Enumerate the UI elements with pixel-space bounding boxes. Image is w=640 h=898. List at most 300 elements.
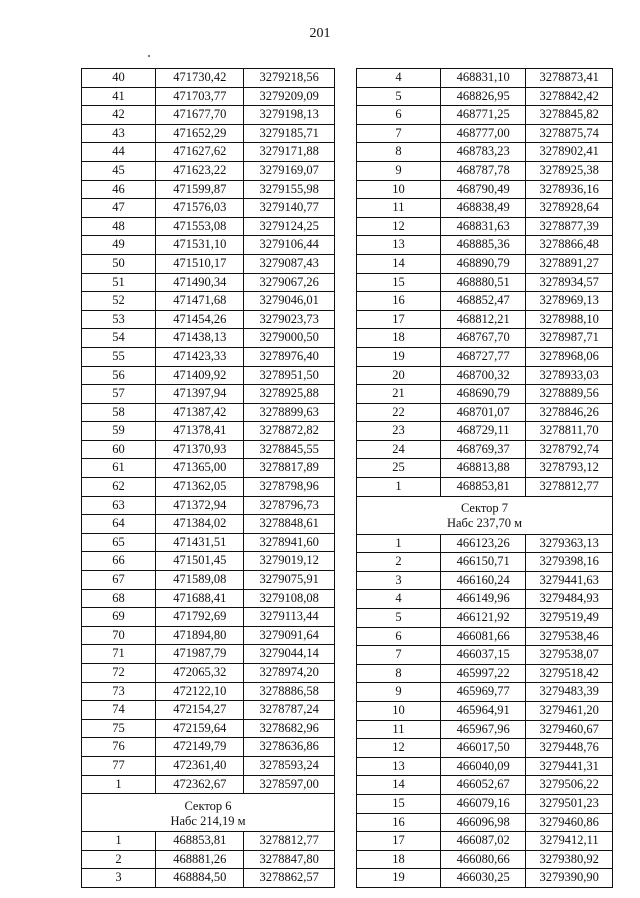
point-number: 57	[82, 385, 156, 404]
point-number: 23	[357, 422, 441, 441]
y-coordinate: 3279390,90	[526, 869, 613, 888]
point-number: 11	[357, 720, 441, 739]
table-row	[82, 589, 335, 608]
section-height: Набс 214,19 м	[170, 813, 246, 828]
table-row	[82, 515, 335, 534]
y-coordinate: 3279506,22	[526, 776, 613, 795]
table-row	[82, 87, 335, 106]
point-number: 8	[357, 143, 441, 162]
y-coordinate: 3278845,82	[526, 106, 613, 125]
x-coordinate: 471703,77	[156, 87, 244, 106]
point-number: 43	[82, 124, 156, 143]
table-row	[82, 626, 335, 645]
table-row	[357, 254, 613, 273]
table-row	[82, 645, 335, 664]
y-coordinate: 3278842,42	[526, 87, 613, 106]
y-coordinate: 3278845,55	[244, 440, 335, 459]
table-row	[357, 366, 613, 385]
table-row	[357, 683, 613, 702]
point-number: 50	[82, 254, 156, 273]
x-coordinate: 466080,66	[440, 850, 526, 869]
section-header	[357, 496, 613, 534]
point-number: 7	[357, 124, 441, 143]
table-row	[82, 403, 335, 422]
table-row	[357, 143, 613, 162]
y-coordinate: 3278925,38	[526, 161, 613, 180]
x-coordinate: 471423,33	[156, 347, 244, 366]
x-coordinate: 471384,02	[156, 515, 244, 534]
point-number: 8	[357, 664, 441, 683]
table-row	[82, 161, 335, 180]
point-number: 77	[82, 756, 156, 775]
point-number: 17	[357, 310, 441, 329]
table-row	[82, 329, 335, 348]
point-number: 1	[357, 478, 441, 497]
point-number: 19	[357, 347, 441, 366]
x-coordinate: 465967,96	[440, 720, 526, 739]
x-coordinate: 471438,13	[156, 329, 244, 348]
x-coordinate: 471627,62	[156, 143, 244, 162]
point-number: 64	[82, 515, 156, 534]
x-coordinate: 466149,96	[440, 590, 526, 609]
point-number: 53	[82, 310, 156, 329]
section-title: Сектор 6	[184, 798, 232, 813]
y-coordinate: 3279169,07	[244, 161, 335, 180]
x-coordinate: 466040,09	[440, 757, 526, 776]
table-row	[357, 720, 613, 739]
y-coordinate: 3279171,88	[244, 143, 335, 162]
x-coordinate: 466087,02	[440, 832, 526, 851]
table-row	[82, 236, 335, 255]
y-coordinate: 3278866,48	[526, 236, 613, 255]
y-coordinate: 3279538,46	[526, 627, 613, 646]
y-coordinate: 3279124,25	[244, 217, 335, 236]
point-number: 14	[357, 776, 441, 795]
table-row	[82, 366, 335, 385]
x-coordinate: 471677,70	[156, 106, 244, 125]
y-coordinate: 3278987,71	[526, 329, 613, 348]
point-number: 58	[82, 403, 156, 422]
point-number: 13	[357, 236, 441, 255]
x-coordinate: 466160,24	[440, 571, 526, 590]
x-coordinate: 468727,77	[440, 347, 526, 366]
x-coordinate: 466017,50	[440, 739, 526, 758]
y-coordinate: 3279218,56	[244, 69, 335, 88]
x-coordinate: 468885,36	[440, 236, 526, 255]
y-coordinate: 3278812,77	[244, 832, 335, 851]
table-row	[357, 347, 613, 366]
y-coordinate: 3279441,63	[526, 571, 613, 590]
x-coordinate: 468777,00	[440, 124, 526, 143]
point-number: 63	[82, 496, 156, 515]
x-coordinate: 468884,50	[156, 869, 244, 888]
table-row	[82, 552, 335, 571]
table-row	[357, 217, 613, 236]
y-coordinate: 3278934,57	[526, 273, 613, 292]
table-row	[82, 533, 335, 552]
point-number: 20	[357, 366, 441, 385]
y-coordinate: 3278873,41	[526, 69, 613, 88]
y-coordinate: 3278968,06	[526, 347, 613, 366]
point-number: 52	[82, 292, 156, 311]
table-row	[82, 719, 335, 738]
y-coordinate: 3279091,64	[244, 626, 335, 645]
y-coordinate: 3278872,82	[244, 422, 335, 441]
y-coordinate: 3278969,13	[526, 292, 613, 311]
y-coordinate: 3278798,96	[244, 478, 335, 497]
point-number: 14	[357, 254, 441, 273]
y-coordinate: 3278899,63	[244, 403, 335, 422]
point-number: 21	[357, 385, 441, 404]
x-coordinate: 468769,37	[440, 440, 526, 459]
x-coordinate: 471370,93	[156, 440, 244, 459]
point-number: 72	[82, 664, 156, 683]
table-row	[82, 292, 335, 311]
y-coordinate: 3278889,56	[526, 385, 613, 404]
y-coordinate: 3279075,91	[244, 571, 335, 590]
table-row	[357, 106, 613, 125]
x-coordinate: 471987,79	[156, 645, 244, 664]
y-coordinate: 3278593,24	[244, 756, 335, 775]
y-coordinate: 3278862,57	[244, 869, 335, 888]
y-coordinate: 3278682,96	[244, 719, 335, 738]
x-coordinate: 468700,32	[440, 366, 526, 385]
table-row	[357, 739, 613, 758]
x-coordinate: 471730,42	[156, 69, 244, 88]
x-coordinate: 465969,77	[440, 683, 526, 702]
y-coordinate: 3278793,12	[526, 459, 613, 478]
point-number: 5	[357, 87, 441, 106]
x-coordinate: 466096,98	[440, 813, 526, 832]
table-row	[357, 69, 613, 88]
x-coordinate: 468852,47	[440, 292, 526, 311]
point-number: 62	[82, 478, 156, 497]
y-coordinate: 3279460,86	[526, 813, 613, 832]
x-coordinate: 471454,26	[156, 310, 244, 329]
table-row	[82, 608, 335, 627]
x-coordinate: 472159,64	[156, 719, 244, 738]
point-number: 13	[357, 757, 441, 776]
y-coordinate: 3278941,60	[244, 533, 335, 552]
table-row	[82, 850, 335, 869]
section-height: Набс 237,70 м	[446, 516, 523, 531]
x-coordinate: 471623,22	[156, 161, 244, 180]
point-number: 3	[357, 571, 441, 590]
point-number: 66	[82, 552, 156, 571]
section-header-row	[357, 496, 613, 534]
table-row	[82, 738, 335, 757]
table-row	[82, 69, 335, 88]
y-coordinate: 3278811,70	[526, 422, 613, 441]
point-number: 75	[82, 719, 156, 738]
x-coordinate: 471378,41	[156, 422, 244, 441]
table-row	[82, 310, 335, 329]
table-row	[357, 850, 613, 869]
x-coordinate: 471365,00	[156, 459, 244, 478]
table-row	[357, 310, 613, 329]
table-row	[82, 756, 335, 775]
table-row	[82, 422, 335, 441]
x-coordinate: 468729,11	[440, 422, 526, 441]
x-coordinate: 465997,22	[440, 664, 526, 683]
x-coordinate: 471409,92	[156, 366, 244, 385]
point-number: 1	[82, 775, 156, 794]
point-number: 1	[357, 534, 441, 553]
y-coordinate: 3279448,76	[526, 739, 613, 758]
point-number: 4	[357, 69, 441, 88]
table-row	[357, 459, 613, 478]
point-number: 22	[357, 403, 441, 422]
point-number: 15	[357, 794, 441, 813]
table-row	[82, 385, 335, 404]
y-coordinate: 3278875,74	[526, 124, 613, 143]
y-coordinate: 3279067,26	[244, 273, 335, 292]
point-number: 44	[82, 143, 156, 162]
table-row	[357, 646, 613, 665]
y-coordinate: 3278848,61	[244, 515, 335, 534]
table-row	[357, 329, 613, 348]
y-coordinate: 3278886,58	[244, 682, 335, 701]
point-number: 10	[357, 702, 441, 721]
y-coordinate: 3278891,27	[526, 254, 613, 273]
x-coordinate: 465964,91	[440, 702, 526, 721]
table-row	[357, 702, 613, 721]
point-number: 42	[82, 106, 156, 125]
point-number: 2	[82, 850, 156, 869]
y-coordinate: 3278928,64	[526, 199, 613, 218]
table-row	[82, 254, 335, 273]
y-coordinate: 3278636,86	[244, 738, 335, 757]
table-row	[357, 403, 613, 422]
x-coordinate: 471599,87	[156, 180, 244, 199]
x-coordinate: 471510,17	[156, 254, 244, 273]
point-number: 69	[82, 608, 156, 627]
x-coordinate: 471652,29	[156, 124, 244, 143]
table-row	[357, 794, 613, 813]
x-coordinate: 472149,79	[156, 738, 244, 757]
x-coordinate: 468853,81	[440, 478, 526, 497]
x-coordinate: 466081,66	[440, 627, 526, 646]
x-coordinate: 472122,10	[156, 682, 244, 701]
y-coordinate: 3279023,73	[244, 310, 335, 329]
table-row	[82, 496, 335, 515]
point-number: 9	[357, 161, 441, 180]
x-coordinate: 468767,70	[440, 329, 526, 348]
x-coordinate: 468787,78	[440, 161, 526, 180]
x-coordinate: 468890,79	[440, 254, 526, 273]
x-coordinate: 468880,51	[440, 273, 526, 292]
point-number: 41	[82, 87, 156, 106]
table-row	[82, 106, 335, 125]
table-row	[357, 776, 613, 795]
point-number: 19	[357, 869, 441, 888]
point-number: 55	[82, 347, 156, 366]
point-number: 46	[82, 180, 156, 199]
table-row	[357, 87, 613, 106]
table-row	[357, 553, 613, 572]
y-coordinate: 3278846,26	[526, 403, 613, 422]
y-coordinate: 3279140,77	[244, 199, 335, 218]
point-number: 3	[82, 869, 156, 888]
x-coordinate: 468813,88	[440, 459, 526, 478]
x-coordinate: 466037,15	[440, 646, 526, 665]
table-row	[82, 869, 335, 888]
point-number: 54	[82, 329, 156, 348]
x-coordinate: 472065,32	[156, 664, 244, 683]
table-row	[82, 664, 335, 683]
y-coordinate: 3278974,20	[244, 664, 335, 683]
scan-mark	[148, 55, 150, 57]
x-coordinate: 468771,25	[440, 106, 526, 125]
table-row	[82, 440, 335, 459]
point-number: 40	[82, 69, 156, 88]
y-coordinate: 3278787,24	[244, 701, 335, 720]
point-number: 45	[82, 161, 156, 180]
table-row	[357, 534, 613, 553]
y-coordinate: 3278817,89	[244, 459, 335, 478]
y-coordinate: 3278792,74	[526, 440, 613, 459]
table-row	[357, 199, 613, 218]
point-number: 1	[82, 832, 156, 851]
x-coordinate: 468826,95	[440, 87, 526, 106]
table-row	[357, 236, 613, 255]
y-coordinate: 3279046,01	[244, 292, 335, 311]
section-title: Сектор 7	[460, 501, 509, 516]
x-coordinate: 466123,26	[440, 534, 526, 553]
table-row	[357, 422, 613, 441]
table-row	[82, 180, 335, 199]
point-number: 48	[82, 217, 156, 236]
point-number: 56	[82, 366, 156, 385]
x-coordinate: 471471,68	[156, 292, 244, 311]
table-row	[357, 869, 613, 888]
x-coordinate: 468701,07	[440, 403, 526, 422]
point-number: 16	[357, 813, 441, 832]
y-coordinate: 3279484,93	[526, 590, 613, 609]
x-coordinate: 468790,49	[440, 180, 526, 199]
table-row	[357, 385, 613, 404]
section-header	[82, 794, 335, 832]
x-coordinate: 466150,71	[440, 553, 526, 572]
point-number: 5	[357, 609, 441, 628]
x-coordinate: 466030,25	[440, 869, 526, 888]
y-coordinate: 3279000,50	[244, 329, 335, 348]
x-coordinate: 466121,92	[440, 609, 526, 628]
x-coordinate: 471372,94	[156, 496, 244, 515]
y-coordinate: 3279087,43	[244, 254, 335, 273]
y-coordinate: 3279398,16	[526, 553, 613, 572]
section-header-row	[82, 794, 335, 832]
point-number: 73	[82, 682, 156, 701]
point-number: 65	[82, 533, 156, 552]
y-coordinate: 3278812,77	[526, 478, 613, 497]
x-coordinate: 472362,67	[156, 775, 244, 794]
point-number: 24	[357, 440, 441, 459]
x-coordinate: 472361,40	[156, 756, 244, 775]
x-coordinate: 468881,26	[156, 850, 244, 869]
table-row	[82, 701, 335, 720]
point-number: 68	[82, 589, 156, 608]
point-number: 16	[357, 292, 441, 311]
y-coordinate: 3279198,13	[244, 106, 335, 125]
point-number: 15	[357, 273, 441, 292]
y-coordinate: 3279460,67	[526, 720, 613, 739]
point-number: 6	[357, 627, 441, 646]
y-coordinate: 3279518,42	[526, 664, 613, 683]
point-number: 51	[82, 273, 156, 292]
x-coordinate: 471531,10	[156, 236, 244, 255]
y-coordinate: 3279441,31	[526, 757, 613, 776]
point-number: 59	[82, 422, 156, 441]
point-number: 70	[82, 626, 156, 645]
x-coordinate: 471576,03	[156, 199, 244, 218]
table-row	[82, 459, 335, 478]
y-coordinate: 3278877,39	[526, 217, 613, 236]
point-number: 76	[82, 738, 156, 757]
table-row	[82, 478, 335, 497]
table-row	[357, 609, 613, 628]
point-number: 12	[357, 739, 441, 758]
table-row	[82, 143, 335, 162]
y-coordinate: 3279501,23	[526, 794, 613, 813]
x-coordinate: 468812,21	[440, 310, 526, 329]
table-row	[82, 571, 335, 590]
y-coordinate: 3278925,88	[244, 385, 335, 404]
table-row	[82, 217, 335, 236]
y-coordinate: 3279412,11	[526, 832, 613, 851]
table-row	[357, 757, 613, 776]
point-number: 7	[357, 646, 441, 665]
x-coordinate: 471387,42	[156, 403, 244, 422]
table-row	[82, 832, 335, 851]
x-coordinate: 471362,05	[156, 478, 244, 497]
table-row	[357, 180, 613, 199]
x-coordinate: 468690,79	[440, 385, 526, 404]
table-row	[357, 440, 613, 459]
point-number: 2	[357, 553, 441, 572]
table-row	[82, 273, 335, 292]
table-row	[357, 571, 613, 590]
y-coordinate: 3278933,03	[526, 366, 613, 385]
table-row	[357, 627, 613, 646]
y-coordinate: 3279519,49	[526, 609, 613, 628]
table-row	[357, 292, 613, 311]
point-number: 9	[357, 683, 441, 702]
x-coordinate: 468853,81	[156, 832, 244, 851]
point-number: 71	[82, 645, 156, 664]
y-coordinate: 3278597,00	[244, 775, 335, 794]
table-row	[82, 124, 335, 143]
point-number: 12	[357, 217, 441, 236]
point-number: 6	[357, 106, 441, 125]
point-number: 18	[357, 329, 441, 348]
table-row	[82, 682, 335, 701]
x-coordinate: 468831,63	[440, 217, 526, 236]
point-number: 47	[82, 199, 156, 218]
x-coordinate: 471501,45	[156, 552, 244, 571]
point-number: 4	[357, 590, 441, 609]
table-row	[357, 664, 613, 683]
y-coordinate: 3279209,09	[244, 87, 335, 106]
point-number: 18	[357, 850, 441, 869]
point-number: 67	[82, 571, 156, 590]
x-coordinate: 471589,08	[156, 571, 244, 590]
y-coordinate: 3279380,92	[526, 850, 613, 869]
y-coordinate: 3278951,50	[244, 366, 335, 385]
coordinates-table-right	[356, 68, 613, 888]
y-coordinate: 3278796,73	[244, 496, 335, 515]
table-row	[357, 813, 613, 832]
